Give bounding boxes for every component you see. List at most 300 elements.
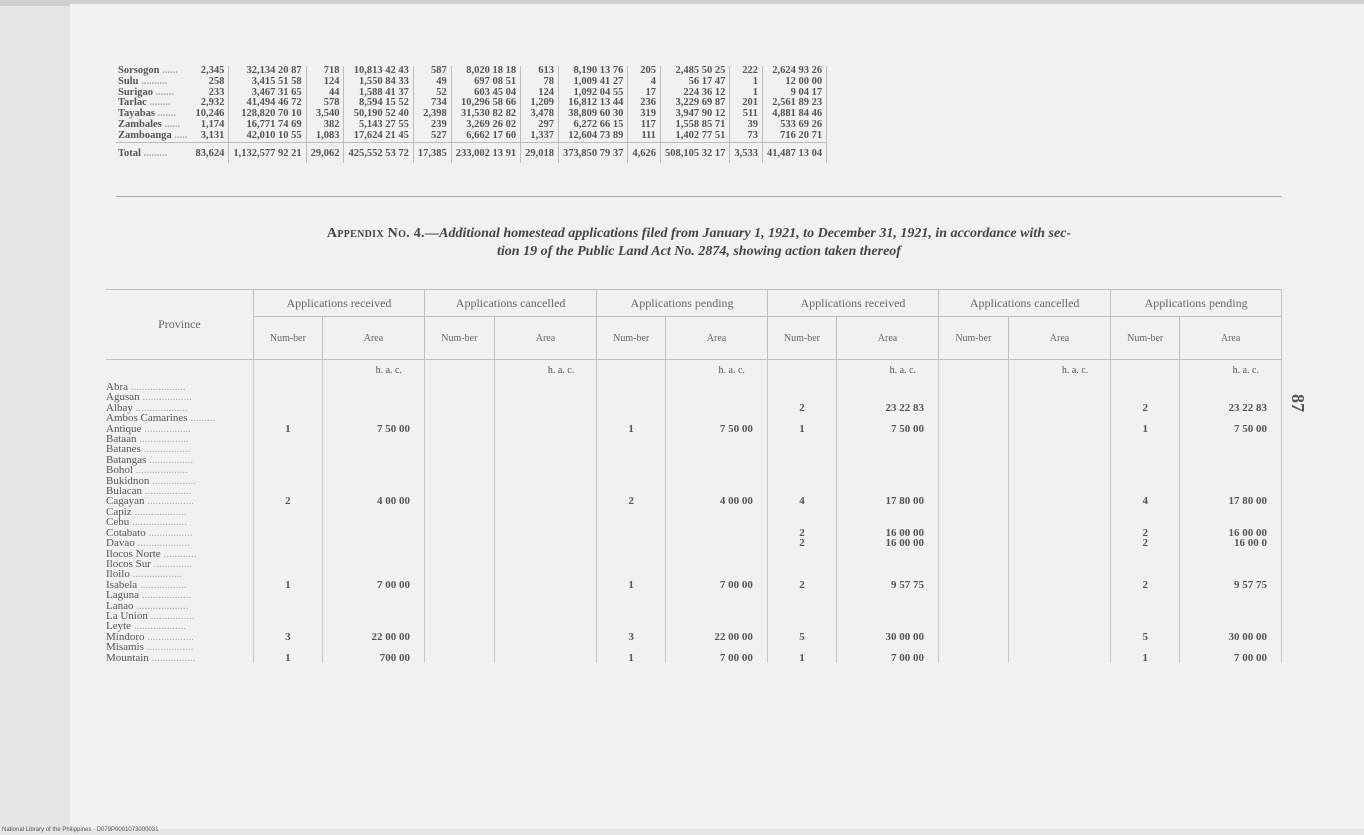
area-cell xyxy=(1008,496,1110,506)
area-cell xyxy=(836,455,938,465)
number-cell xyxy=(253,434,322,444)
area-cell xyxy=(1008,559,1110,569)
table-cell: 613 xyxy=(521,66,559,77)
number-cell xyxy=(425,559,495,569)
area-cell xyxy=(666,590,768,600)
area-cell xyxy=(836,549,938,559)
table-cell: 511 xyxy=(730,109,763,120)
number-cell xyxy=(253,465,322,475)
province-name: Cagayan xyxy=(106,495,145,508)
area-cell xyxy=(1008,569,1110,579)
table-cell: 128,820 70 10 xyxy=(229,109,306,120)
table-cell: 42,010 10 55 xyxy=(229,131,306,142)
number-cell xyxy=(597,444,666,454)
area-cell xyxy=(494,413,596,423)
homestead-applications-table xyxy=(106,289,1282,663)
leader-dots: ................. xyxy=(144,630,194,643)
area-cell xyxy=(1180,601,1282,611)
unit-label: h. a. c. xyxy=(836,360,938,383)
number-cell xyxy=(425,476,495,486)
area-cell xyxy=(1008,621,1110,631)
table-cell: 382 xyxy=(306,120,344,131)
number-cell: 2 xyxy=(1111,403,1180,413)
area-cell xyxy=(666,382,768,392)
leader-dots: .................. xyxy=(139,391,192,404)
number-cell xyxy=(1111,611,1180,621)
unit-label: h. a. c. xyxy=(494,360,596,383)
leader-dots: .................. xyxy=(136,433,189,446)
area-header: Area xyxy=(494,317,596,360)
table-row xyxy=(106,569,1282,579)
leader-dots: .................... xyxy=(129,516,187,529)
unit-row xyxy=(106,360,1282,383)
number-cell xyxy=(939,621,1009,631)
number-cell xyxy=(767,642,836,652)
unit-row-label xyxy=(106,360,253,383)
province-name: Leyte xyxy=(106,620,132,633)
area-cell xyxy=(322,559,424,569)
table-cell: 319 xyxy=(628,109,661,120)
table-row xyxy=(116,131,827,142)
province-name: Batanes xyxy=(106,443,141,456)
table-cell: 1,092 04 55 xyxy=(558,88,627,99)
table-cell: 16,771 74 69 xyxy=(229,120,306,131)
number-cell xyxy=(425,392,495,402)
number-cell xyxy=(939,549,1009,559)
table-cell: 224 36 12 xyxy=(660,88,729,99)
row-label-text: Sorsogon xyxy=(118,65,160,76)
table-row xyxy=(106,486,1282,496)
number-cell xyxy=(939,403,1009,413)
number-cell: 2 xyxy=(767,580,836,590)
area-cell xyxy=(1008,444,1110,454)
main-table-body xyxy=(106,360,1282,663)
table-cell: 4,626 xyxy=(628,142,661,163)
number-cell xyxy=(1111,444,1180,454)
number-cell xyxy=(767,382,836,392)
number-cell xyxy=(939,611,1009,621)
table-cell: 9 04 17 xyxy=(762,88,826,99)
province-name: Isabela xyxy=(106,578,138,591)
area-cell xyxy=(666,476,768,486)
table-cell: 41,494 46 72 xyxy=(229,98,306,109)
area-cell xyxy=(322,465,424,475)
area-cell xyxy=(666,392,768,402)
number-cell: 4 xyxy=(1111,496,1180,506)
area-cell xyxy=(666,465,768,475)
number-header: Num-ber xyxy=(597,317,666,360)
number-cell: 1 xyxy=(253,580,322,590)
table-row xyxy=(106,496,1282,506)
unit-label: h. a. c. xyxy=(666,360,768,383)
table-cell: 1,558 85 71 xyxy=(660,120,729,131)
table-cell: 124 xyxy=(306,77,344,88)
number-cell xyxy=(597,465,666,475)
group-header: Applications pending xyxy=(1111,290,1282,317)
area-cell xyxy=(1180,559,1282,569)
area-cell xyxy=(322,455,424,465)
number-cell xyxy=(939,559,1009,569)
area-cell xyxy=(836,382,938,392)
number-cell xyxy=(253,549,322,559)
number-cell xyxy=(425,621,495,631)
area-cell xyxy=(494,642,596,652)
area-cell xyxy=(666,507,768,517)
area-cell: 16 00 0 xyxy=(1180,538,1282,548)
area-cell xyxy=(666,611,768,621)
area-cell xyxy=(1180,476,1282,486)
row-label-text: Zambales xyxy=(118,118,162,130)
area-cell xyxy=(494,580,596,590)
row-label xyxy=(116,131,191,142)
table-cell: 1,083 xyxy=(306,131,344,142)
table-cell: 1,588 41 37 xyxy=(344,88,413,99)
number-cell xyxy=(253,601,322,611)
area-cell xyxy=(1180,507,1282,517)
province-name: Abra xyxy=(106,381,128,393)
table-cell: 8,190 13 76 xyxy=(558,66,627,77)
table-cell: 2,398 xyxy=(413,109,451,120)
province-name: Mindoro xyxy=(106,630,145,643)
table-cell: 49 xyxy=(413,77,451,88)
leader-dots: ................. xyxy=(141,422,191,435)
area-cell: 17 80 00 xyxy=(1180,496,1282,506)
number-cell xyxy=(939,507,1009,517)
table-row xyxy=(106,507,1282,517)
table-cell: 10,246 xyxy=(191,109,228,120)
table-cell: 4,881 84 46 xyxy=(762,109,826,120)
area-cell xyxy=(1180,434,1282,444)
table-cell: 258 xyxy=(191,77,228,88)
area-cell xyxy=(494,496,596,506)
number-cell: 1 xyxy=(767,424,836,434)
number-cell: 1 xyxy=(597,580,666,590)
caption-line1: Additional homestead applications filed from January 1, 1921, to December 31, 1921, in accordance with sec- xyxy=(439,226,1072,241)
number-cell xyxy=(253,642,322,652)
area-cell xyxy=(494,621,596,631)
table-cell: 1,174 xyxy=(191,120,228,131)
leader-dots: ............ xyxy=(160,547,197,560)
table-cell: 1,402 77 51 xyxy=(660,131,729,142)
table-row xyxy=(106,590,1282,600)
group-header: Applications cancelled xyxy=(425,290,597,317)
number-cell xyxy=(597,403,666,413)
caption-line2: tion 19 of the Public Land Act No. 2874, showing action taken thereof xyxy=(497,244,901,259)
number-cell xyxy=(597,392,666,402)
table-cell: 527 xyxy=(413,131,451,142)
area-header: Area xyxy=(322,317,424,360)
number-cell xyxy=(939,455,1009,465)
area-header: Area xyxy=(1008,317,1110,360)
number-cell xyxy=(939,434,1009,444)
table-cell: 1,550 84 33 xyxy=(344,77,413,88)
table-cell: 6,272 66 15 xyxy=(558,120,627,131)
table-cell: 3,478 xyxy=(521,109,559,120)
area-cell: 22 00 00 xyxy=(322,632,424,642)
area-cell xyxy=(494,653,596,663)
number-cell xyxy=(597,507,666,517)
table-cell: 117 xyxy=(628,120,661,131)
area-header: Area xyxy=(836,317,938,360)
area-cell: 7 00 00 xyxy=(1180,653,1282,663)
number-cell xyxy=(597,455,666,465)
number-cell xyxy=(425,632,495,642)
number-cell xyxy=(1111,465,1180,475)
table-row xyxy=(106,392,1282,402)
number-cell xyxy=(939,653,1009,663)
leader-dots: .................... xyxy=(128,381,186,393)
table-row xyxy=(106,559,1282,569)
number-cell: 1 xyxy=(1111,653,1180,663)
table-cell: 716 20 71 xyxy=(762,131,826,142)
province-name: Ambos Camarines xyxy=(106,412,188,425)
group-header: Applications received xyxy=(767,290,938,317)
caption-lead: Appendix No. 4.— xyxy=(326,226,440,241)
area-cell xyxy=(666,642,768,652)
leader-dots: ................ xyxy=(145,526,193,539)
area-cell xyxy=(1008,528,1110,538)
number-cell xyxy=(939,528,1009,538)
number-cell xyxy=(939,476,1009,486)
number-header: Num-ber xyxy=(939,317,1009,360)
table-cell: 10,296 58 66 xyxy=(451,98,520,109)
area-header: Area xyxy=(1180,317,1282,360)
table-cell: 38,809 60 30 xyxy=(558,109,627,120)
table-cell: 17 xyxy=(628,88,661,99)
table-cell: 1,337 xyxy=(521,131,559,142)
area-cell: 7 00 00 xyxy=(666,653,768,663)
number-cell xyxy=(253,507,322,517)
number-cell: 2 xyxy=(253,496,322,506)
page-number: 87 xyxy=(1288,394,1308,412)
leader-dots: ...... xyxy=(161,118,181,130)
number-cell xyxy=(1111,507,1180,517)
number-cell xyxy=(597,517,666,527)
number-cell xyxy=(253,382,322,392)
number-header: Num-ber xyxy=(253,317,322,360)
leader-dots: ......... xyxy=(187,412,216,425)
province-name: Albay xyxy=(106,401,133,414)
number-cell xyxy=(767,559,836,569)
table-cell: 31,530 82 82 xyxy=(451,109,520,120)
province-name: Davao xyxy=(106,537,135,550)
province-name: Antique xyxy=(106,422,142,435)
number-cell xyxy=(425,434,495,444)
table-cell: 2,345 xyxy=(191,66,228,77)
area-cell xyxy=(666,403,768,413)
table-cell: 50,190 52 40 xyxy=(344,109,413,120)
number-cell xyxy=(425,382,495,392)
table-cell: 44 xyxy=(306,88,344,99)
area-cell xyxy=(1008,434,1110,444)
number-cell xyxy=(939,392,1009,402)
table-cell: 2,561 89 23 xyxy=(762,98,826,109)
leader-dots: ................... xyxy=(133,599,189,612)
number-header: Num-ber xyxy=(1111,317,1180,360)
leader-dots: ................... xyxy=(132,401,188,414)
area-cell xyxy=(322,382,424,392)
number-cell: 2 xyxy=(767,528,836,538)
number-cell xyxy=(425,653,495,663)
row-label-text: Surigao xyxy=(118,86,154,98)
area-cell xyxy=(494,403,596,413)
table-cell: 236 xyxy=(628,98,661,109)
area-cell xyxy=(1180,611,1282,621)
area-cell xyxy=(836,601,938,611)
area-cell xyxy=(836,476,938,486)
unit-number-cell xyxy=(597,360,666,383)
table-cell: 2,932 xyxy=(191,98,228,109)
number-cell xyxy=(1111,476,1180,486)
table-cell: 12 00 00 xyxy=(762,77,826,88)
area-cell xyxy=(494,434,596,444)
table-row xyxy=(106,549,1282,559)
area-cell xyxy=(836,611,938,621)
number-cell: 4 xyxy=(767,496,836,506)
area-cell: 16 00 00 xyxy=(836,538,938,548)
table-cell: 1,009 41 27 xyxy=(558,77,627,88)
area-cell xyxy=(666,517,768,527)
table-cell: 4 xyxy=(628,77,661,88)
number-cell: 5 xyxy=(1111,632,1180,642)
area-cell xyxy=(1008,465,1110,475)
area-cell xyxy=(322,528,424,538)
table-cell: 508,105 32 17 xyxy=(660,142,729,163)
table-row xyxy=(106,517,1282,527)
number-cell: 3 xyxy=(597,632,666,642)
number-cell xyxy=(939,642,1009,652)
area-cell: 7 50 00 xyxy=(1180,424,1282,434)
appendix-caption xyxy=(116,225,1282,261)
number-cell: 2 xyxy=(767,538,836,548)
number-cell xyxy=(939,517,1009,527)
area-cell: 7 00 00 xyxy=(836,653,938,663)
unit-number-cell xyxy=(939,360,1009,383)
table-cell: 533 69 26 xyxy=(762,120,826,131)
table-cell: 16,812 13 44 xyxy=(558,98,627,109)
leader-dots: ................ xyxy=(148,651,196,664)
header-sub-row xyxy=(106,317,1282,360)
area-cell xyxy=(1008,653,1110,663)
table-row xyxy=(106,476,1282,486)
area-cell xyxy=(494,507,596,517)
number-cell xyxy=(425,590,495,600)
table-row xyxy=(106,621,1282,631)
area-cell: 4 00 00 xyxy=(322,496,424,506)
area-cell xyxy=(1008,476,1110,486)
table-cell: 73 xyxy=(730,131,763,142)
number-cell xyxy=(767,507,836,517)
area-cell xyxy=(1008,486,1110,496)
number-cell xyxy=(767,611,836,621)
province-name: Bulacan xyxy=(106,485,143,498)
row-label-text: Zamboanga xyxy=(118,129,172,141)
table-cell: 578 xyxy=(306,98,344,109)
area-cell: 22 00 00 xyxy=(666,632,768,642)
area-cell: 23 22 83 xyxy=(1180,403,1282,413)
number-cell xyxy=(767,465,836,475)
area-cell xyxy=(322,642,424,652)
table-cell: 56 17 47 xyxy=(660,77,729,88)
table-cell: 3,415 51 58 xyxy=(229,77,306,88)
area-cell xyxy=(1008,507,1110,517)
province-name: Bataan xyxy=(106,433,137,446)
number-cell xyxy=(597,601,666,611)
leader-dots: ........ xyxy=(146,97,171,109)
leader-dots: ................ xyxy=(147,609,195,622)
leader-dots: ................... xyxy=(132,464,188,477)
unit-label: h. a. c. xyxy=(1180,360,1282,383)
table-cell: 603 45 04 xyxy=(451,88,520,99)
table-cell: 1,209 xyxy=(521,98,559,109)
number-cell xyxy=(939,424,1009,434)
table-row xyxy=(106,580,1282,590)
area-cell xyxy=(322,392,424,402)
number-cell xyxy=(253,590,322,600)
table-cell: 39 xyxy=(730,120,763,131)
number-cell xyxy=(767,434,836,444)
continuation-table-body xyxy=(116,66,827,163)
area-cell xyxy=(322,434,424,444)
number-cell xyxy=(939,496,1009,506)
area-cell: 30 00 00 xyxy=(836,632,938,642)
area-cell: 9 57 75 xyxy=(1180,580,1282,590)
area-cell xyxy=(1180,444,1282,454)
unit-number-cell xyxy=(767,360,836,383)
number-cell xyxy=(597,382,666,392)
table-row xyxy=(106,382,1282,392)
row-label-text: Total xyxy=(118,147,141,159)
area-cell xyxy=(1180,642,1282,652)
number-cell xyxy=(425,580,495,590)
number-cell: 1 xyxy=(253,424,322,434)
table-cell: 425,552 53 72 xyxy=(344,142,413,163)
area-cell: 17 80 00 xyxy=(836,496,938,506)
area-cell xyxy=(1008,392,1110,402)
number-cell xyxy=(939,601,1009,611)
province-name: Ilocos Sur xyxy=(106,557,151,570)
number-cell xyxy=(597,538,666,548)
area-cell xyxy=(666,601,768,611)
table-cell: 587 xyxy=(413,66,451,77)
area-cell xyxy=(494,392,596,402)
number-cell: 1 xyxy=(597,424,666,434)
number-cell xyxy=(425,486,495,496)
table-row xyxy=(106,403,1282,413)
number-cell xyxy=(253,455,322,465)
leader-dots: ................ xyxy=(146,453,194,466)
number-cell: 2 xyxy=(597,496,666,506)
number-cell xyxy=(425,424,495,434)
province-name: Agusan xyxy=(106,391,140,404)
number-cell xyxy=(939,413,1009,423)
table-cell: 17,385 xyxy=(413,142,451,163)
number-cell: 2 xyxy=(767,403,836,413)
province-name: Laguna xyxy=(106,589,139,602)
number-cell xyxy=(1111,601,1180,611)
area-cell xyxy=(494,611,596,621)
leader-dots: ................. xyxy=(140,443,191,456)
leader-dots: ................. xyxy=(143,641,194,654)
table-row xyxy=(106,434,1282,444)
area-cell xyxy=(322,611,424,621)
number-header: Num-ber xyxy=(767,317,836,360)
number-cell xyxy=(939,382,1009,392)
leader-dots: ....... xyxy=(154,108,176,120)
unit-number-cell xyxy=(425,360,495,383)
table-cell: 52 xyxy=(413,88,451,99)
row-label-text: Tarlac xyxy=(118,97,147,109)
